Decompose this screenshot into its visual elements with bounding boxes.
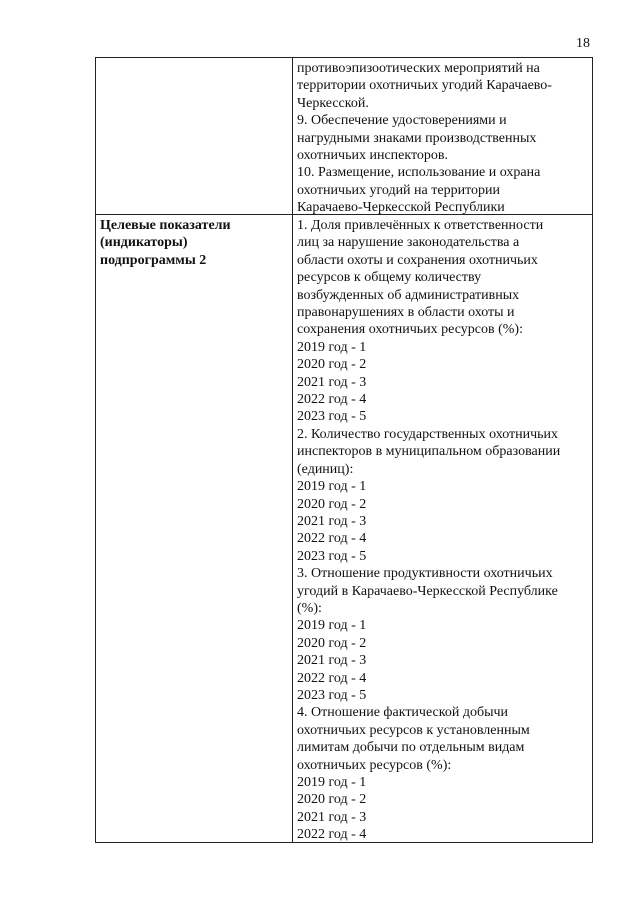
text-line: сохранения охотничьих ресурсов (%): [297, 322, 523, 338]
text-line: 2019 год - 1 [297, 479, 367, 495]
text-line: 2021 год - 3 [297, 653, 367, 669]
text-line: 2019 год - 1 [297, 618, 367, 634]
text-line: нагрудными знаками производственных [297, 130, 537, 146]
text-line: 2. Количество государственных охотничьих [297, 426, 559, 442]
text-line: 1. Доля привлечённых к ответственности [297, 218, 544, 233]
text-line: 2022 год - 4 [297, 670, 367, 686]
target-indicators-label [96, 215, 292, 271]
text-line: 2020 год - 2 [297, 792, 367, 808]
text-line: 2020 год - 2 [297, 635, 367, 651]
text-line: противоэпизоотических мероприятий на [297, 61, 540, 76]
row1-right-cell [293, 58, 592, 214]
text-line: лиц за нарушение законодательства а [297, 235, 520, 251]
text-line: правонарушениях в области охоты и [297, 305, 515, 321]
text-line: территории охотничьих угодий Карачаево- [297, 78, 552, 94]
text-line: охотничьих угодий на территории [297, 182, 500, 198]
text-line: 2020 год - 2 [297, 496, 367, 512]
text-line: области охоты и сохранения охотничьих [297, 252, 538, 268]
text-line: охотничьих инспекторов. [297, 148, 449, 164]
page-number: 18 [576, 36, 590, 51]
text-line: 2021 год - 3 [297, 374, 367, 390]
row2-left-cell [96, 215, 293, 842]
document-table [95, 57, 593, 843]
text-line: охотничьих ресурсов к установленным [297, 722, 530, 738]
table-row-target-indicators [96, 215, 592, 842]
text-line: 4. Отношение фактической добычи [297, 705, 509, 721]
text-line: (%): [297, 600, 322, 616]
text-line: 2021 год - 3 [297, 809, 367, 825]
text-line: лимитам добычи по отдельным видам [297, 740, 525, 756]
text-line: 2023 год - 5 [297, 687, 367, 703]
text-line: 2023 год - 5 [297, 409, 367, 425]
label-line: (индикаторы) [100, 235, 188, 251]
text-line: охотничьих ресурсов (%): [297, 757, 452, 773]
text-line: 2023 год - 5 [297, 548, 367, 564]
text-line: Карачаево-Черкесской Республики [297, 200, 505, 216]
text-line: 2022 год - 4 [297, 827, 367, 843]
label-line: подпрограммы 2 [100, 252, 207, 268]
label-line: Целевые показатели [100, 218, 231, 233]
text-line: 9. Обеспечение удостоверениями и [297, 113, 507, 129]
table-row-activities [96, 58, 592, 215]
text-line: Черкесской. [297, 95, 369, 111]
text-line: 10. Размещение, использование и охрана [297, 165, 541, 181]
row2-right-cell [293, 215, 592, 842]
text-line: 2019 год - 1 [297, 775, 367, 790]
text-line: 2022 год - 4 [297, 392, 367, 408]
text-line: угодий в Карачаево-Черкесской Республике [297, 583, 558, 599]
text-line: 2022 год - 4 [297, 531, 367, 547]
text-line: ресурсов к общему количеству [297, 270, 482, 286]
text-line: 3. Отношение продуктивности охотничьих [297, 566, 553, 582]
row1-left-cell [96, 58, 293, 214]
text-line: 2019 год - 1 [297, 339, 367, 355]
text-line: возбужденных об административных [297, 287, 520, 303]
text-line: 2020 год - 2 [297, 357, 367, 373]
text-line: (единиц): [297, 461, 354, 477]
text-line: инспекторов в муниципальном образовании [297, 444, 561, 460]
text-line: 2021 год - 3 [297, 513, 367, 529]
